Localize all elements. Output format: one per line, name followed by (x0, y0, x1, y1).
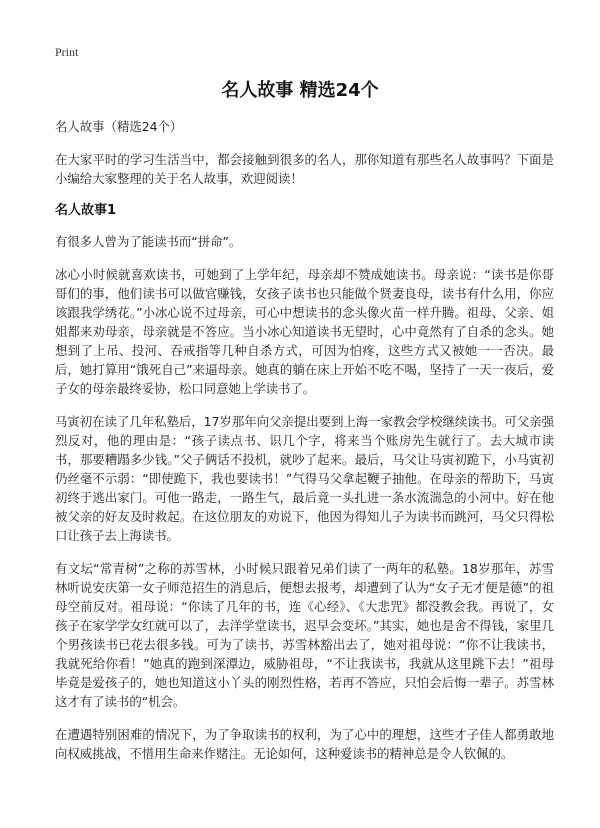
page-title: 名人故事 精选24个 (221, 80, 379, 101)
article-subtitle: 名人故事（精选24个） (55, 119, 183, 134)
paragraph-conclusion: 在遭遇特别困难的情况下，为了争取读书的权利，为了心中的理想，这些才子佳人都勇敢地向权威挑战，不惜用生命来作赌注。无论如何，这种爱读书的精神总是令人钦佩的。 (55, 727, 554, 761)
print-link[interactable]: Print (55, 45, 79, 59)
paragraph-opening: 有很多人曾为了能读书而“拼命”。 (55, 234, 242, 249)
paragraph-mayinchu: 马寅初在读了几年私塾后，17岁那年向父亲提出要到上海一家教会学校继续读书。可父亲强烈反对，他的理由是：“孩子读点书、识几个字，将来当个账房先生就行了。去大城市读书，那要糟蹋多少钱。”父子俩话不投机，就吵了起来。最后，马父让马寅初跪下，小马寅初仍丝毫不示弱：“即使跪下，我也要读书！”气得马父拿起鞭子抽他。在母亲的帮助下，马寅初终于逃出家门。可他一路走，一路生气，最后竟一头扎进一条水流湍急的小河中。好在他被父亲的好友及时救起。在这位朋友的劝说下，他因为得知儿子为读书而跳河，马父只得松口让孩子去上海读书。 (55, 414, 555, 543)
paragraph-bingxin: 冰心小时候就喜欢读书，可她到了上学年纪，母亲却不赞成她读书。母亲说：“读书是你哥哥们的事，他们读书可以做官赚钱，女孩子读书也只能做个贤妻良母，读书有什么用，你应该跟我学绣花。”小冰心说不过母亲，可心中想读书的念头像火苗一样升腾。祖母、父亲、姐姐都来劝母亲，母亲就是不答应。当小冰心知道读书无望时，心中竟然有了自杀的念头。她想到了上吊、投河、吞戒指等几种自杀方式，可因为怕疼，这些方式又被她一一否决。最后，她打算用“饿死自己”来逼母亲。她真的躺在床上开始不吃不喝，坚持了一天一夜后，爱子女的母亲最终妥协，松口同意她上学读书了。 (55, 267, 554, 396)
article-body (55, 118, 554, 777)
intro-paragraph: 在大家平时的学习生活当中，都会接触到很多的名人，那你知道有那些名人故事吗？下面是小编给大家整理的关于名人故事，欢迎阅读！ (55, 152, 554, 186)
paragraph-suxuelin: 有文坛“常青树”之称的苏雪林，小时候只跟着兄弟们读了一两年的私塾。18岁那年，苏雪林听说安庆第一女子师范招生的消息后，便想去报考，却遭到了认为“女子无才便是德”的祖母空前反对。祖母说：“你读了几年的书，连《心经》、《大悲咒》都没教会我。再说了，女孩子在家学学女红就可以了，去洋学堂读书，迟早会变坏。”其实，她也是舍不得钱，家里几个男孩读书已花去很多钱。可为了读书，苏雪林豁出去了，她对祖母说：“你不让我读书，我就死给你看！”她真的跑到深潭边，威胁祖母，“不让我读书，我就从这里跳下去！”祖母毕竟是爱孩子的，她也知道这小丫头的刚烈性格，若再不答应，只怕会后悔一辈子。苏雪林这才有了读书的“机会。 (55, 561, 554, 709)
section-heading: 名人故事1 (55, 203, 117, 218)
